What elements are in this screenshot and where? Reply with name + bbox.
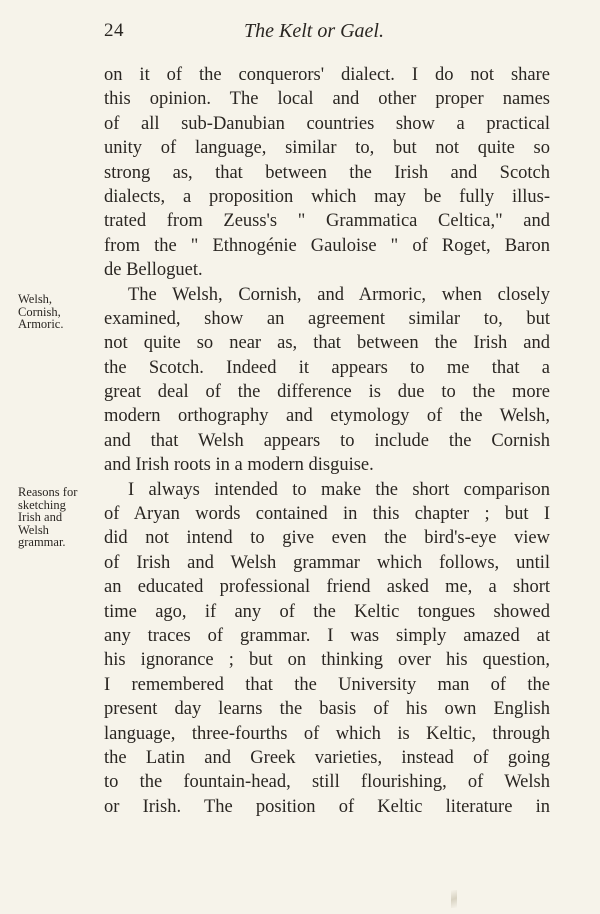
body-text bbox=[104, 63, 550, 819]
margin-note-line: Welsh bbox=[18, 522, 49, 537]
text-line: time ago, if any of the Keltic tongues showed bbox=[104, 601, 550, 622]
text-line: the Latin and Greek varieties, instead of going bbox=[104, 747, 550, 768]
text-line: language, three-fourths of which is Keltic, through bbox=[104, 723, 550, 744]
page-number: 24 bbox=[104, 20, 124, 41]
text-line: and that Welsh appears to include the Cornish bbox=[104, 430, 550, 451]
text-line: on it of the conquerors' dialect. I do not share bbox=[104, 65, 550, 85]
margin-note-line: sketching bbox=[18, 497, 66, 512]
margin-note-line: Cornish, bbox=[18, 304, 61, 319]
margin-note-line: Irish and bbox=[18, 510, 63, 524]
text-line: dialects, a proposition which may be fully illus- bbox=[104, 186, 550, 207]
text-line: or Irish. The position of Keltic literature in bbox=[104, 796, 550, 817]
margin-note-line: Reasons for bbox=[18, 485, 78, 499]
text-line: any traces of grammar. I was simply amazed at bbox=[104, 625, 550, 646]
text-line: not quite so near as, that between the Irish and bbox=[104, 333, 550, 354]
running-title: The Kelt or Gael. bbox=[244, 20, 384, 42]
margin-note-line: Welsh, bbox=[18, 292, 53, 306]
text-line: his ignorance ; but on thinking over his question, bbox=[104, 650, 550, 671]
text-line: strong as, that between the Irish and Scotch bbox=[104, 162, 550, 183]
text-line: trated from Zeuss's " Grammatica Celtica," and bbox=[104, 211, 550, 232]
text-line: and Irish roots in a modern disguise. bbox=[104, 455, 374, 476]
text-line: did not intend to give even the bird's-eye view bbox=[104, 528, 550, 549]
margin-note-line: grammar. bbox=[18, 535, 66, 549]
paper-speck bbox=[451, 890, 457, 908]
margin-note-line: Armoric. bbox=[18, 317, 64, 331]
text-line: I always intended to make the short comparison bbox=[128, 479, 550, 500]
text-line: to the fountain-head, still flourishing, of Welsh bbox=[104, 772, 550, 793]
margin-note-reasons-for-sketching bbox=[18, 486, 77, 549]
text-line: an educated professional friend asked me, a short bbox=[104, 577, 550, 598]
text-line: from the " Ethnogénie Gauloise " of Roget, Baron bbox=[104, 235, 550, 256]
margin-note-welsh-cornish-armoric bbox=[18, 293, 63, 331]
text-line: of Irish and Welsh grammar which follows, until bbox=[104, 552, 550, 573]
text-line: of all sub-Danubian countries show a practical bbox=[104, 113, 550, 134]
text-line: unity of language, similar to, but not quite so bbox=[104, 138, 550, 159]
text-line: this opinion. The local and other proper names bbox=[104, 89, 550, 110]
text-line: de Belloguet. bbox=[104, 260, 203, 281]
text-line: the Scotch. Indeed it appears to me that a bbox=[104, 357, 550, 378]
text-line: modern orthography and etymology of the Welsh, bbox=[104, 406, 550, 427]
text-line: of Aryan words contained in this chapter ; but I bbox=[104, 504, 550, 525]
text-line: I remembered that the University man of the bbox=[104, 674, 550, 695]
text-line: great deal of the difference is due to the more bbox=[104, 382, 550, 403]
text-line: examined, show an agreement similar to, but bbox=[104, 308, 550, 329]
text-line: The Welsh, Cornish, and Armoric, when closely bbox=[128, 284, 550, 305]
text-line: present day learns the basis of his own English bbox=[104, 699, 550, 720]
